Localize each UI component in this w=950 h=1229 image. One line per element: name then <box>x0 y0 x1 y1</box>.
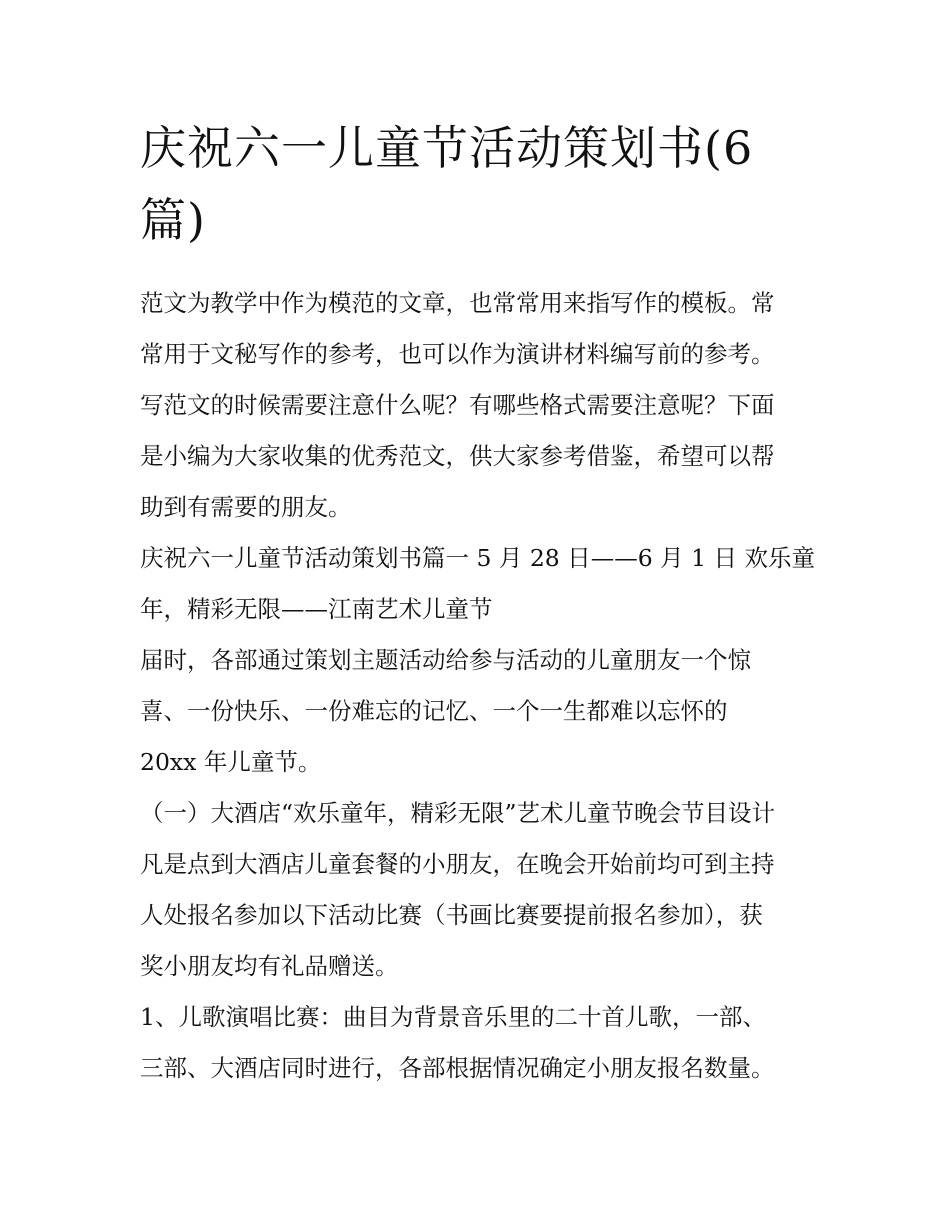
text-line: 写范文的时候需要注意什么呢？有哪些格式需要注意呢？下面 <box>140 391 775 419</box>
text-line: 凡是点到大酒店儿童套餐的小朋友，在晚会开始前均可到主持 <box>140 850 775 878</box>
text-line: 范文为教学中作为模范的文章，也常常用来指写作的模板。常 <box>140 289 775 317</box>
text-line: （一）大酒店“欢乐童年，精彩无限”艺术儿童节晚会节目设计 <box>140 799 776 827</box>
text-line: 20xx 年儿童节。 <box>140 748 322 776</box>
text-line: 三部、大酒店同时进行，各部根据情况确定小朋友报名数量。 <box>140 1054 775 1082</box>
text-line: 人处报名参加以下活动比赛（书画比赛要提前报名参加），获 <box>140 901 763 929</box>
title-line: 篇) <box>140 193 206 247</box>
paragraph-intro <box>140 278 820 533</box>
text-line: 喜、一份快乐、一份难忘的记忆、一个一生都难以忘怀的 <box>140 697 728 725</box>
paragraph-surprise <box>140 635 820 788</box>
text-line: 助到有需要的朋友。 <box>140 493 352 521</box>
text-line: 是小编为大家收集的优秀范文，供大家参考借鉴，希望可以帮 <box>140 442 775 470</box>
paragraph-item-one <box>140 992 820 1094</box>
paragraph-article-one-heading <box>140 533 820 635</box>
text-line: 届时，各部通过策划主题活动给参与活动的儿童朋友一个惊 <box>140 646 751 674</box>
paragraph-section-one <box>140 788 820 839</box>
text-line: 奖小朋友均有礼品赠送。 <box>140 952 399 980</box>
text-line: 1、儿歌演唱比赛：曲目为背景音乐里的二十首儿歌，一部、 <box>140 1003 766 1031</box>
text-line: 年，精彩无限——江南艺术儿童节 <box>140 595 493 623</box>
document-body <box>140 278 820 1094</box>
document-title <box>140 112 820 256</box>
text-line: 庆祝六一儿童节活动策划书篇一 5 月 28 日——6 月 1 日 欢乐童 <box>140 544 816 572</box>
paragraph-signup <box>140 839 820 992</box>
text-line: 常用于文秘写作的参考，也可以作为演讲材料编写前的参考。 <box>140 340 775 368</box>
title-line: 庆祝六一儿童节活动策划书(6 <box>140 121 754 175</box>
